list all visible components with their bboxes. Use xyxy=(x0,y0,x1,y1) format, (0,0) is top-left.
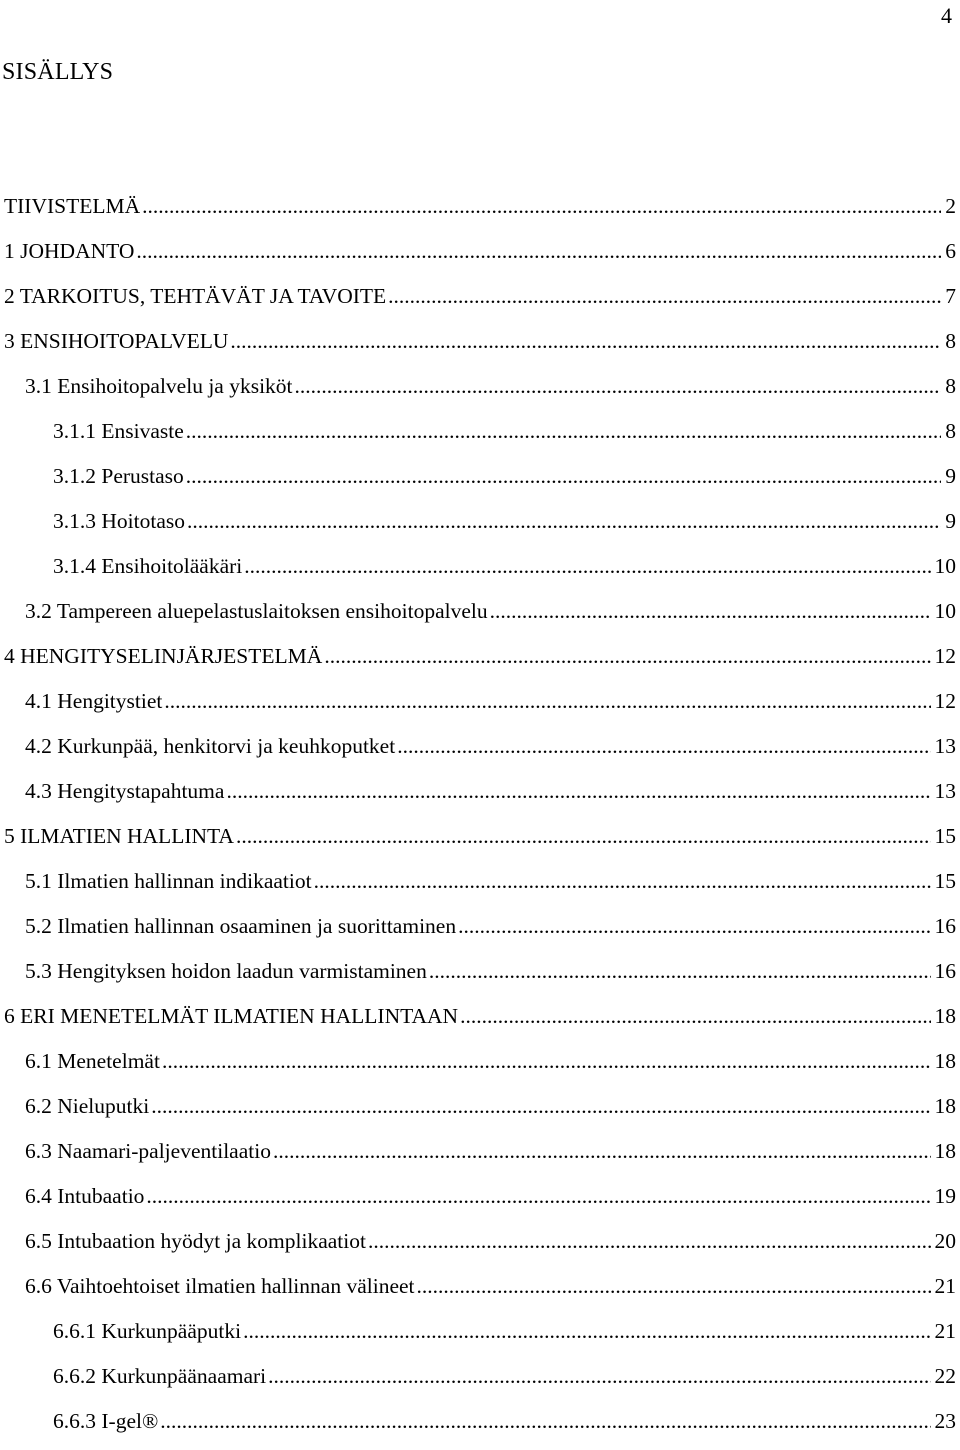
toc-entry-page-number: 18 xyxy=(934,1004,956,1028)
toc-dot-leader xyxy=(397,730,930,762)
toc-dot-leader xyxy=(187,505,941,537)
toc-entry[interactable] xyxy=(0,415,956,460)
toc-entry[interactable] xyxy=(0,865,956,910)
toc-entry-title: 6.3 Naamari-paljeventilaatio xyxy=(25,1139,271,1163)
toc-entry-page-number: 13 xyxy=(934,734,956,758)
toc-dot-leader xyxy=(160,1405,930,1437)
toc-entry[interactable] xyxy=(0,1405,956,1450)
toc-entry-title: 3.1.3 Hoitotaso xyxy=(53,509,185,533)
toc-dot-leader xyxy=(230,325,941,357)
toc-dot-leader xyxy=(268,1360,930,1392)
toc-dot-leader xyxy=(460,1000,930,1032)
toc-entry-title: 5.3 Hengityksen hoidon laadun varmistaminen xyxy=(25,959,427,983)
toc-entry-page-number: 6 xyxy=(945,239,956,263)
toc-dot-leader xyxy=(162,1045,931,1077)
toc-entry-page-number: 12 xyxy=(934,689,956,713)
toc-entry[interactable] xyxy=(0,1000,956,1045)
toc-entry-title: 3.1.2 Perustaso xyxy=(53,464,184,488)
toc-entry-page-number: 19 xyxy=(934,1184,956,1208)
toc-dot-leader xyxy=(243,1315,930,1347)
toc-dot-leader xyxy=(136,235,941,267)
toc-entry-page-number: 10 xyxy=(934,599,956,623)
toc-entry[interactable] xyxy=(0,1315,956,1360)
toc-entry-page-number: 2 xyxy=(945,194,956,218)
toc-dot-leader xyxy=(324,640,930,672)
toc-entry-title: 3.1.1 Ensivaste xyxy=(53,419,184,443)
toc-dot-leader xyxy=(273,1135,931,1167)
toc-entry[interactable] xyxy=(0,1090,956,1135)
toc-entry-title: 6.4 Intubaatio xyxy=(25,1184,145,1208)
toc-entry[interactable] xyxy=(0,775,956,820)
toc-dot-leader xyxy=(151,1090,930,1122)
toc-entry-title: 6.6 Vaihtoehtoiset ilmatien hallinnan välineet xyxy=(25,1274,415,1298)
toc-entry-title: 3 ENSIHOITOPALVELU xyxy=(4,329,229,353)
toc-entry-page-number: 21 xyxy=(934,1319,956,1343)
toc-entry[interactable] xyxy=(0,1225,956,1270)
toc-entry-page-number: 15 xyxy=(934,824,956,848)
toc-entry-page-number: 20 xyxy=(934,1229,956,1253)
toc-entry-page-number: 7 xyxy=(945,284,956,308)
toc-entry-page-number: 21 xyxy=(934,1274,956,1298)
toc-entry-page-number: 22 xyxy=(934,1364,956,1388)
toc-dot-leader xyxy=(146,1180,930,1212)
toc-dot-leader xyxy=(388,280,941,312)
toc-entry-title: 4.1 Hengitystiet xyxy=(25,689,163,713)
table-of-contents xyxy=(0,190,956,1450)
toc-dot-leader xyxy=(186,415,941,447)
toc-entry-page-number: 18 xyxy=(934,1049,956,1073)
toc-entry[interactable] xyxy=(0,595,956,640)
toc-entry-title: 5.2 Ilmatien hallinnan osaaminen ja suorittaminen xyxy=(25,914,457,938)
toc-dot-leader xyxy=(490,595,931,627)
toc-entry[interactable] xyxy=(0,820,956,865)
toc-entry-page-number: 16 xyxy=(934,959,956,983)
toc-dot-leader xyxy=(458,910,930,942)
toc-entry-title: 6 ERI MENETELMÄT ILMATIEN HALLINTAAN xyxy=(4,1004,459,1028)
toc-entry-page-number: 8 xyxy=(945,329,956,353)
toc-entry-title: 3.2 Tampereen aluepelastuslaitoksen ensihoitopalvelu xyxy=(25,599,488,623)
toc-dot-leader xyxy=(368,1225,931,1257)
toc-entry-title: 2 TARKOITUS, TEHTÄVÄT JA TAVOITE xyxy=(4,284,387,308)
toc-entry-title: 3.1 Ensihoitopalvelu ja yksiköt xyxy=(25,374,293,398)
toc-entry-title: 6.6.2 Kurkunpäänaamari xyxy=(53,1364,267,1388)
toc-entry[interactable] xyxy=(0,730,956,775)
toc-entry[interactable] xyxy=(0,1360,956,1405)
toc-heading: SISÄLLYS xyxy=(2,59,114,85)
toc-entry[interactable] xyxy=(0,235,956,280)
toc-entry-page-number: 8 xyxy=(945,419,956,443)
toc-entry[interactable] xyxy=(0,910,956,955)
toc-entry[interactable] xyxy=(0,325,956,370)
toc-entry-title: 6.5 Intubaation hyödyt ja komplikaatiot xyxy=(25,1229,366,1253)
toc-entry[interactable] xyxy=(0,550,956,595)
toc-entry-title: 6.2 Nieluputki xyxy=(25,1094,150,1118)
toc-entry-page-number: 8 xyxy=(945,374,956,398)
toc-entry[interactable] xyxy=(0,505,956,550)
toc-entry-title: 6.6.3 I-gel® xyxy=(53,1409,159,1433)
toc-entry-title: 3.1.4 Ensihoitolääkäri xyxy=(53,554,243,578)
toc-entry-title: 4.2 Kurkunpää, henkitorvi ja keuhkoputket xyxy=(25,734,396,758)
toc-entry-title: 6.6.1 Kurkunpääputki xyxy=(53,1319,242,1343)
toc-dot-leader xyxy=(429,955,931,987)
toc-entry[interactable] xyxy=(0,1270,956,1315)
toc-entry-page-number: 10 xyxy=(934,554,956,578)
toc-dot-leader xyxy=(236,820,931,852)
toc-entry-title: 4 HENGITYSELINJÄRJESTELMÄ xyxy=(4,644,323,668)
toc-entry-title: 4.3 Hengitystapahtuma xyxy=(25,779,225,803)
toc-entry[interactable] xyxy=(0,190,956,235)
toc-entry[interactable] xyxy=(0,280,956,325)
toc-entry-page-number: 18 xyxy=(934,1094,956,1118)
toc-entry[interactable] xyxy=(0,460,956,505)
toc-entry-page-number: 9 xyxy=(945,509,956,533)
toc-entry-page-number: 15 xyxy=(934,869,956,893)
toc-entry-page-number: 12 xyxy=(934,644,956,668)
toc-entry[interactable] xyxy=(0,1135,956,1180)
toc-dot-leader xyxy=(417,1270,931,1302)
toc-entry-page-number: 16 xyxy=(934,914,956,938)
toc-entry[interactable] xyxy=(0,955,956,1000)
toc-entry[interactable] xyxy=(0,1045,956,1090)
toc-entry[interactable] xyxy=(0,1180,956,1225)
toc-entry-title: 5.1 Ilmatien hallinnan indikaatiot xyxy=(25,869,312,893)
toc-entry-title: 1 JOHDANTO xyxy=(4,239,135,263)
page-number: 4 xyxy=(941,3,952,28)
toc-entry-page-number: 18 xyxy=(934,1139,956,1163)
toc-dot-leader xyxy=(314,865,931,897)
toc-dot-leader xyxy=(226,775,930,807)
toc-dot-leader xyxy=(186,460,941,492)
toc-entry[interactable] xyxy=(0,370,956,415)
toc-dot-leader xyxy=(244,550,930,582)
toc-dot-leader xyxy=(164,685,930,717)
toc-entry[interactable] xyxy=(0,640,956,685)
toc-dot-leader xyxy=(295,370,942,402)
toc-entry-title: 5 ILMATIEN HALLINTA xyxy=(4,824,234,848)
toc-entry[interactable] xyxy=(0,685,956,730)
toc-entry-title: TIIVISTELMÄ xyxy=(4,194,141,218)
toc-dot-leader xyxy=(142,190,941,222)
toc-entry-page-number: 9 xyxy=(945,464,956,488)
toc-entry-page-number: 23 xyxy=(934,1409,956,1433)
toc-entry-title: 6.1 Menetelmät xyxy=(25,1049,160,1073)
toc-entry-page-number: 13 xyxy=(934,779,956,803)
